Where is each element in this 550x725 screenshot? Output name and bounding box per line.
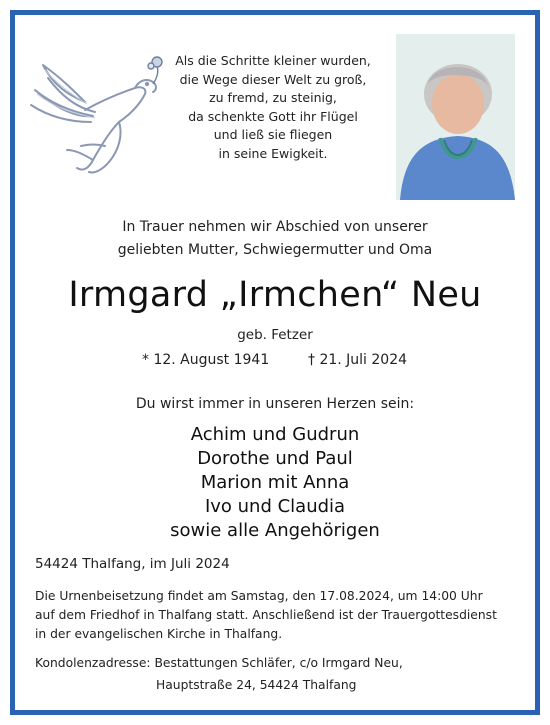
mourner: Ivo und Claudia bbox=[204, 496, 346, 517]
poem-line: Als die Schritte kleiner wurden, bbox=[175, 53, 371, 68]
dove-icon bbox=[23, 50, 168, 185]
poem bbox=[168, 52, 378, 163]
mourner: Achim und Gudrun bbox=[190, 424, 360, 445]
mourner: Marion mit Anna bbox=[200, 472, 350, 493]
heart-line: Du wirst immer in unseren Herzen sein: bbox=[135, 396, 415, 412]
birth-date: * 12. August 1941 bbox=[142, 352, 270, 368]
place-date: 54424 Thalfang, im Juli 2024 bbox=[35, 556, 230, 572]
condolence-address-line-1: Kondolenzadresse: Bestattungen Schläfer, c/o Irmgard Neu, bbox=[35, 656, 403, 670]
condolence-address-line-2: Hauptstraße 24, 54424 Thalfang bbox=[156, 678, 357, 692]
poem-line: in seine Ewigkeit. bbox=[218, 145, 328, 161]
intro-line-1: In Trauer nehmen wir Abschied von unserer bbox=[122, 219, 428, 235]
deceased-name: Irmgard „Irmchen“ Neu bbox=[68, 275, 482, 315]
birth-name: geb. Fetzer bbox=[237, 327, 313, 343]
poem-line: da schenkte Gott ihr Flügel bbox=[188, 108, 358, 124]
poem-line: die Wege dieser Welt zu groß, bbox=[179, 71, 367, 87]
death-date: † 21. Juli 2024 bbox=[308, 352, 408, 368]
intro-line-2: geliebten Mutter, Schwiegermutter und Oma bbox=[117, 242, 433, 258]
mourner: sowie alle Angehörigen bbox=[170, 520, 380, 541]
poem-line: und ließ sie fliegen bbox=[213, 127, 333, 142]
intro-text bbox=[0, 216, 550, 262]
notice-line: in der evangelischen Kirche in Thalfang. bbox=[35, 627, 283, 641]
funeral-notice bbox=[35, 587, 497, 644]
notice-line: auf dem Friedhof in Thalfang statt. Anschließend ist der Trauergottesdienst bbox=[35, 608, 497, 622]
poem-line: zu fremd, zu steinig, bbox=[209, 90, 337, 105]
mourner: Dorothe und Paul bbox=[197, 448, 353, 469]
portrait-photo bbox=[396, 34, 515, 200]
mourners-list bbox=[0, 423, 550, 543]
notice-line: Die Urnenbeisetzung findet am Samstag, den 17.08.2024, um 14:00 Uhr bbox=[35, 589, 483, 603]
